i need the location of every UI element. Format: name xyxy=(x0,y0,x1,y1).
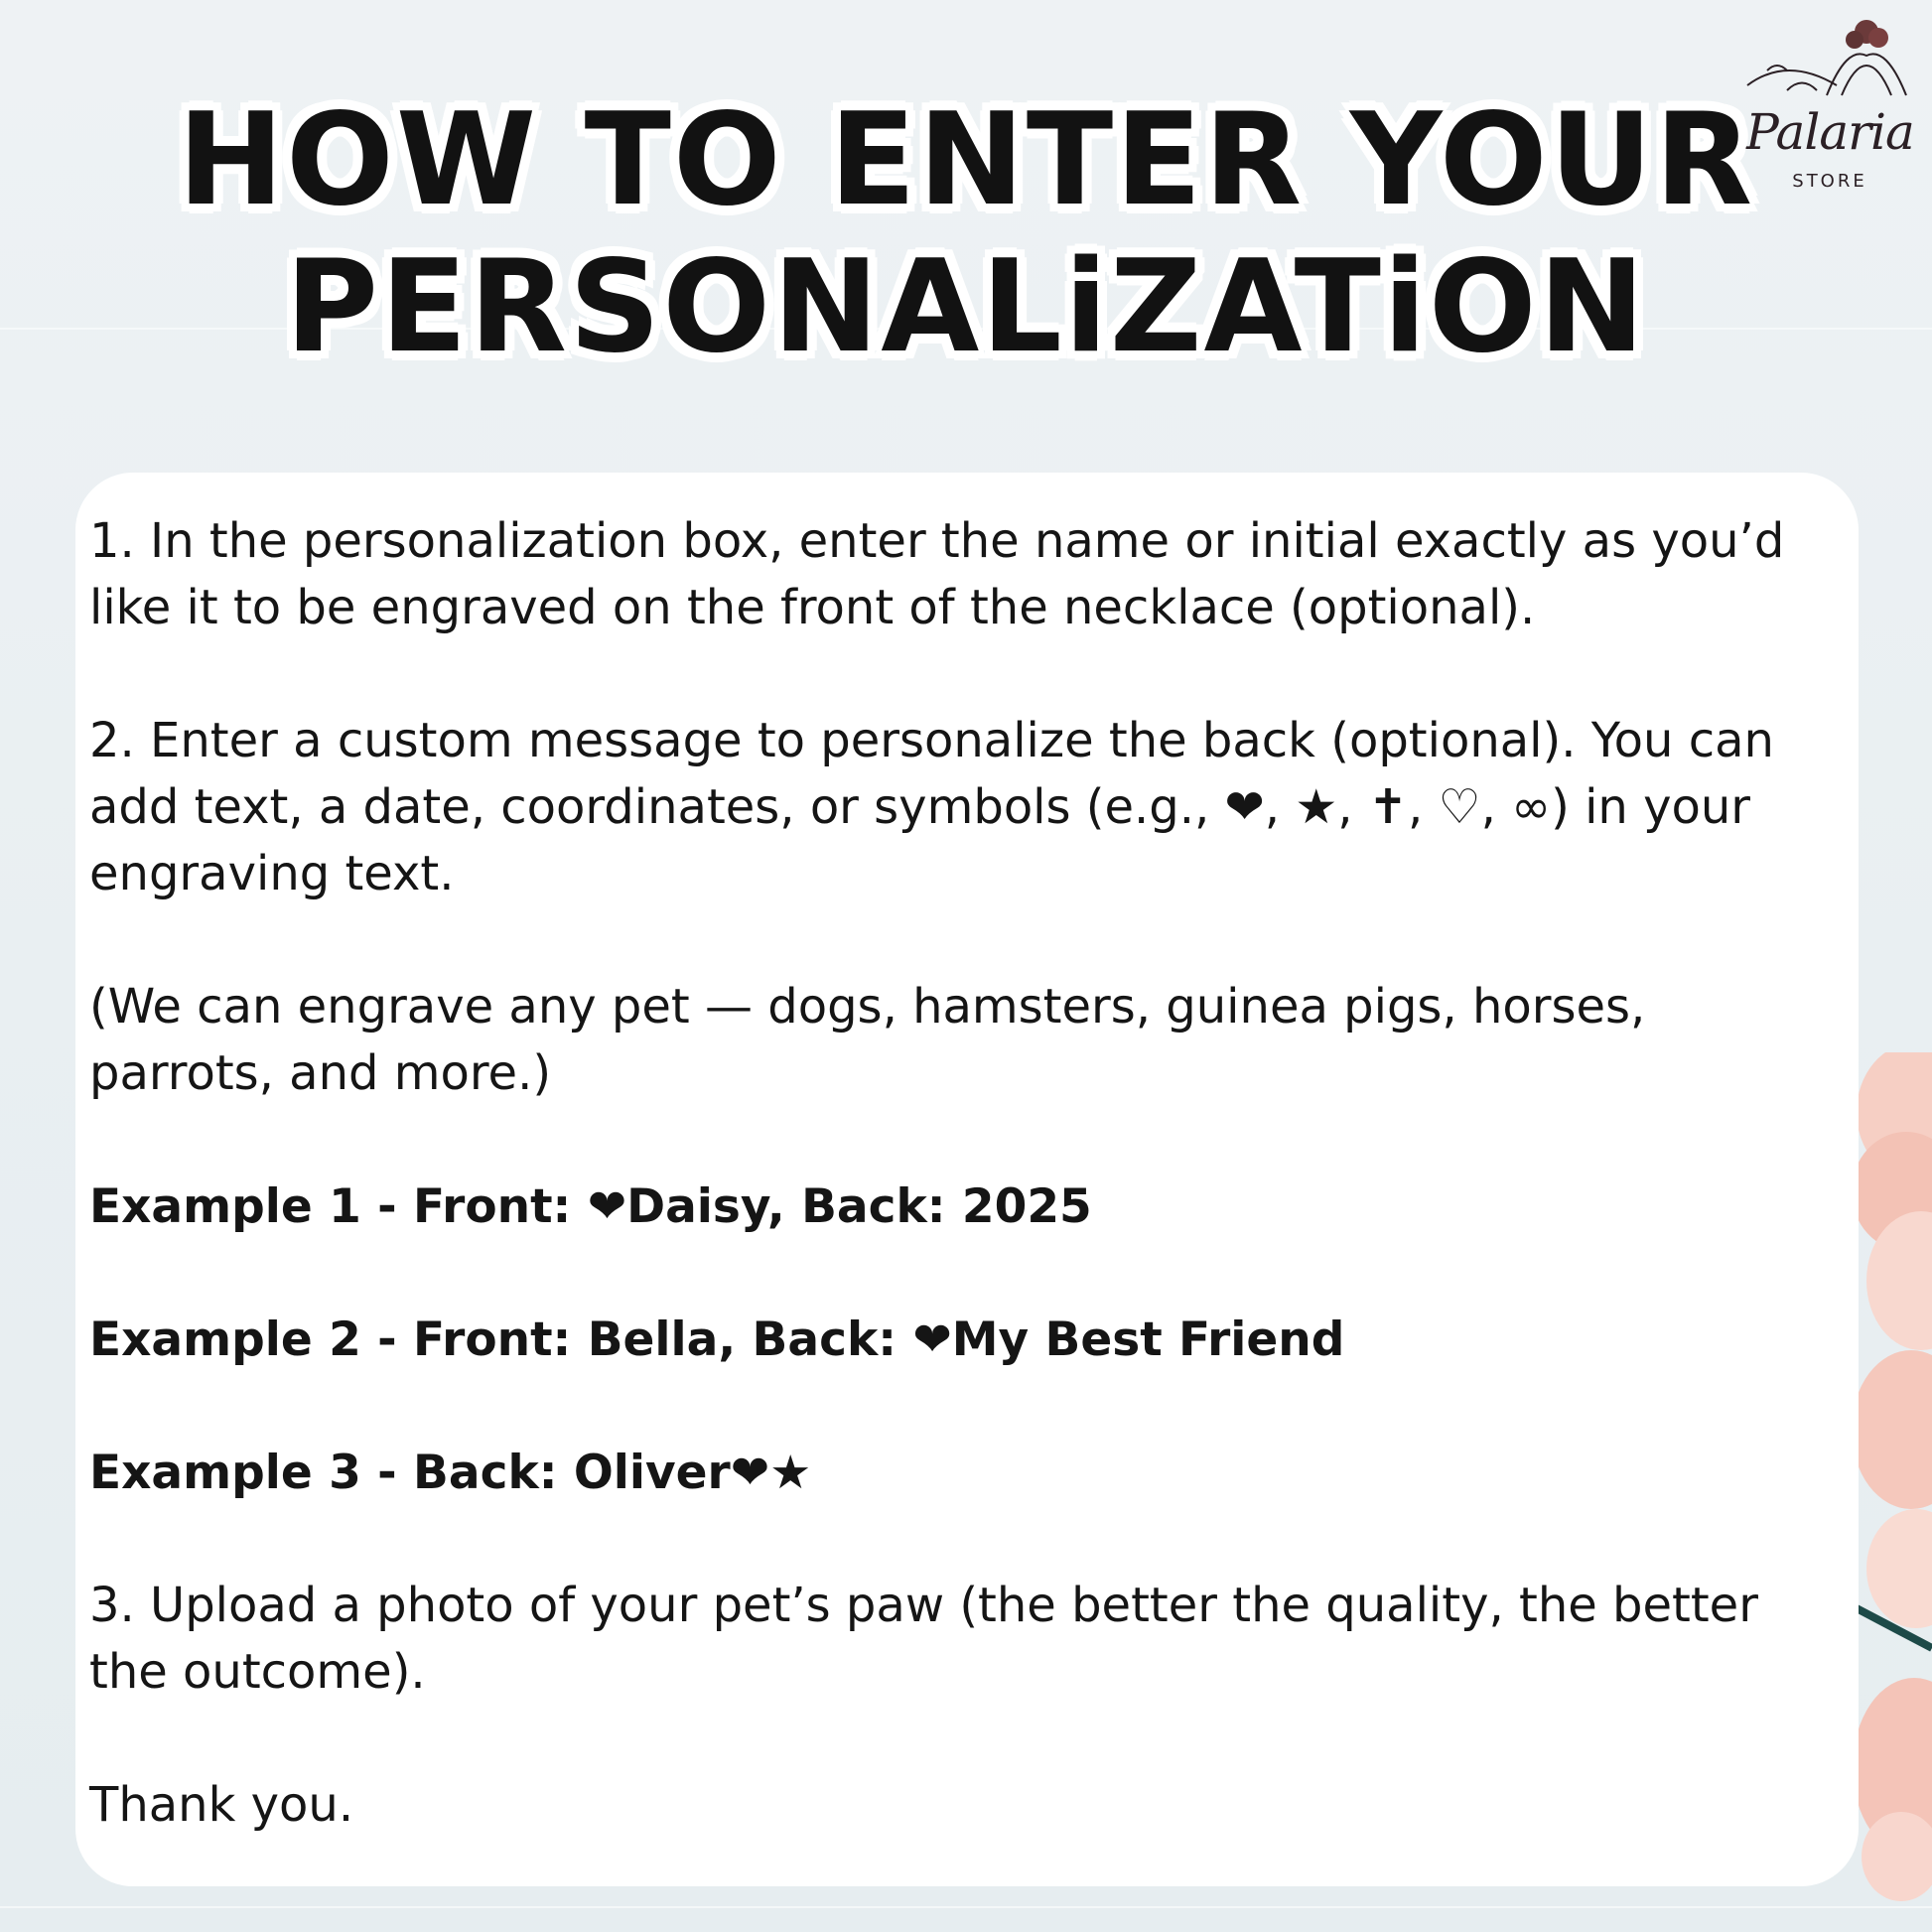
step-1-text: 1. In the personalization box, enter the name or initial exactly as you’d like it to be engraved on the front of the necklace (optional). xyxy=(89,513,1785,635)
thank-you-text: Thank you. xyxy=(89,1777,354,1833)
example-2-text: Example 2 - Front: Bella, Back: ❤My Best Friend xyxy=(89,1312,1345,1367)
page-title xyxy=(0,87,1932,381)
example-1-text: Example 1 - Front: ❤Daisy, Back: 2025 xyxy=(89,1179,1092,1234)
background-grain xyxy=(0,1906,1932,1908)
logo-sub: STORE xyxy=(1792,171,1867,192)
instructions-content xyxy=(89,508,1837,1839)
logo-name: Palaria xyxy=(1745,103,1914,161)
title-line-1: HOW TO ENTER YOUR xyxy=(177,86,1755,234)
flower-decoration xyxy=(1847,1052,1932,1906)
example-3-text: Example 3 - Back: Oliver❤★ xyxy=(89,1446,812,1500)
step-3-text: 3. Upload a photo of your pet’s paw (the better the quality, the better the outcome). xyxy=(89,1578,1758,1700)
step-2-text: 2. Enter a custom message to personalize the back (optional). You can add text, a date, coordinates, or symbols (e.g., ❤, ★, ✝, ♡, ∞) in your engraving text. xyxy=(89,713,1774,901)
pet-note-text: (We can engrave any pet — dogs, hamsters, guinea pigs, horses, parrots, and more.) xyxy=(89,979,1646,1101)
title-line-2: PERSONALiZATiON xyxy=(285,233,1647,381)
